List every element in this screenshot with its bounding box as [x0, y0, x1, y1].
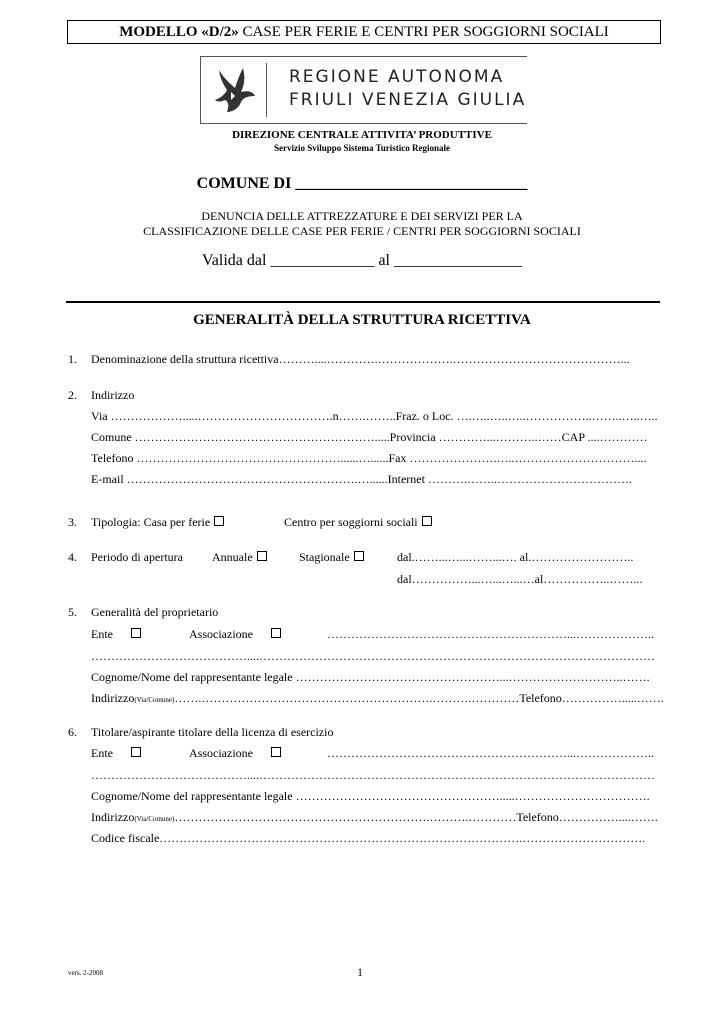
telefono-fax-field: Telefono ……………………………………………......…......Fax ………………….…..…………………………....	[91, 451, 647, 465]
comune-provincia-field: Comune …………………………………………………….....Provincia …………...………..……CAP ....…………	[91, 430, 648, 444]
holder-associazione-checkbox[interactable]	[271, 747, 281, 757]
email-internet-field: E-mail ………………………………………………….…......Internet ……….……..…………………………….	[91, 472, 632, 486]
declaration-line-2: CLASSIFICAZIONE DELLE CASE PER FERIE / CENTRI PER SOGGIORNI SOCIALI	[143, 224, 581, 238]
holder-fiscal-code-field: Codice fiscale……………………………………………………………………………….………………………….	[91, 831, 646, 845]
owner-address-phone: …….………………………………………………….……….…………Telefono…………….....…….	[174, 691, 664, 705]
owner-address-field	[91, 691, 664, 706]
holder-label: Titolare/aspirante titolare della licenza di esercizio	[91, 725, 334, 739]
holder-name-continuation: …………………………………....………………………………………………………………………………………	[91, 768, 655, 782]
item-5-number: 5.	[68, 605, 77, 619]
item-1-number: 1.	[68, 352, 77, 366]
type-centro	[284, 515, 432, 530]
section-title: GENERALITÀ DELLA STRUTTURA RICETTIVA	[193, 312, 531, 328]
validity-field: Valida dal _____________ al ________________	[202, 252, 522, 269]
item-2-number: 2.	[68, 388, 77, 402]
owner-name-field: ……………………………………………………...………………..	[327, 627, 654, 641]
owner-ente-label: Ente	[91, 627, 113, 641]
type-casa-ferie-label: Tipologia: Casa per ferie	[91, 515, 211, 529]
annuale-checkbox[interactable]	[257, 551, 267, 561]
holder-ente-checkbox[interactable]	[131, 747, 141, 757]
type-casa-ferie	[91, 515, 224, 530]
holder-name-field: ……………………………………………………...………………..	[327, 746, 654, 760]
holder-associazione-label: Associazione	[189, 746, 253, 760]
comune-field: COMUNE DI _____________________________	[196, 175, 528, 192]
owner-label: Generalità del proprietario	[91, 605, 219, 619]
holder-legal-rep-field: Cognome/Nome del rappresentante legale …………………………………………….....…………………………….	[91, 789, 650, 803]
structure-name-field: Denominazione della struttura ricettiva………....………….……………….……………………………………...	[91, 352, 630, 366]
direction-name: DIREZIONE CENTRALE ATTIVITA’ PRODUTTIVE	[232, 129, 492, 141]
period-stagionale	[299, 550, 364, 565]
form-title	[67, 20, 661, 44]
holder-address-field	[91, 810, 658, 825]
owner-address-label: Indirizzo	[91, 691, 135, 705]
owner-legal-rep-field: Cognome/Nome del rappresentante legale ……………………………………………...………………………..…….	[91, 670, 650, 684]
form-title-code: MODELLO «D/2»	[119, 24, 239, 40]
item-3-number: 3.	[68, 515, 77, 529]
holder-associazione	[189, 746, 281, 761]
holder-address-label: Indirizzo	[91, 810, 135, 824]
item-4-number: 4.	[68, 550, 77, 564]
period-label: Periodo di apertura	[91, 550, 183, 564]
owner-name-continuation: …………………………………....………………………………………………………………………………………	[91, 649, 655, 663]
page-number: 1	[357, 965, 363, 979]
casa-ferie-checkbox[interactable]	[214, 516, 224, 526]
owner-ente	[91, 627, 141, 642]
logo-line-1: REGIONE AUTONOMA	[289, 67, 505, 87]
section-divider	[66, 301, 660, 303]
service-name: Servizio Sviluppo Sistema Turistico Regionale	[273, 143, 450, 153]
period-dates-1: dal.……...…...……...…. al.……………………..	[397, 550, 634, 564]
owner-associazione	[189, 627, 281, 642]
stagionale-checkbox[interactable]	[354, 551, 364, 561]
owner-associazione-label: Associazione	[189, 627, 253, 641]
holder-address-hint: (Via/Comune)	[134, 815, 175, 823]
owner-address-hint: (Via/Comune)	[134, 696, 175, 704]
logo-line-2: FRIULI VENEZIA GIULIA	[289, 90, 527, 110]
period-annuale	[212, 550, 267, 565]
form-title-text: CASE PER FERIE E CENTRI PER SOGGIORNI SOCIALI	[238, 24, 609, 40]
logo-divider	[266, 63, 267, 117]
via-field: Via ……………….....…………………………….n…….……..Fraz. o Loc. ….…..…..…..……………..……..…..…..	[91, 409, 658, 423]
item-6-number: 6.	[68, 725, 77, 739]
annuale-label: Annuale	[212, 550, 253, 564]
centro-soggiorni-checkbox[interactable]	[422, 516, 432, 526]
period-dates-2: dal……………...…...…...…al……………..……...	[397, 572, 643, 586]
eagle-emblem-icon	[211, 62, 259, 118]
stagionale-label: Stagionale	[299, 550, 350, 564]
version-label: vers. 2-2008	[68, 969, 103, 977]
address-label: Indirizzo	[91, 388, 135, 402]
owner-associazione-checkbox[interactable]	[271, 628, 281, 638]
owner-ente-checkbox[interactable]	[131, 628, 141, 638]
holder-address-phone: ……………………………………………………….……….…………Telefono……………....…….	[174, 810, 658, 824]
declaration-line-1: DENUNCIA DELLE ATTREZZATURE E DEI SERVIZI PER LA	[201, 209, 523, 223]
holder-ente	[91, 746, 141, 761]
type-centro-label: Centro per soggiorni sociali	[284, 515, 418, 529]
region-logo	[200, 56, 527, 124]
holder-ente-label: Ente	[91, 746, 113, 760]
